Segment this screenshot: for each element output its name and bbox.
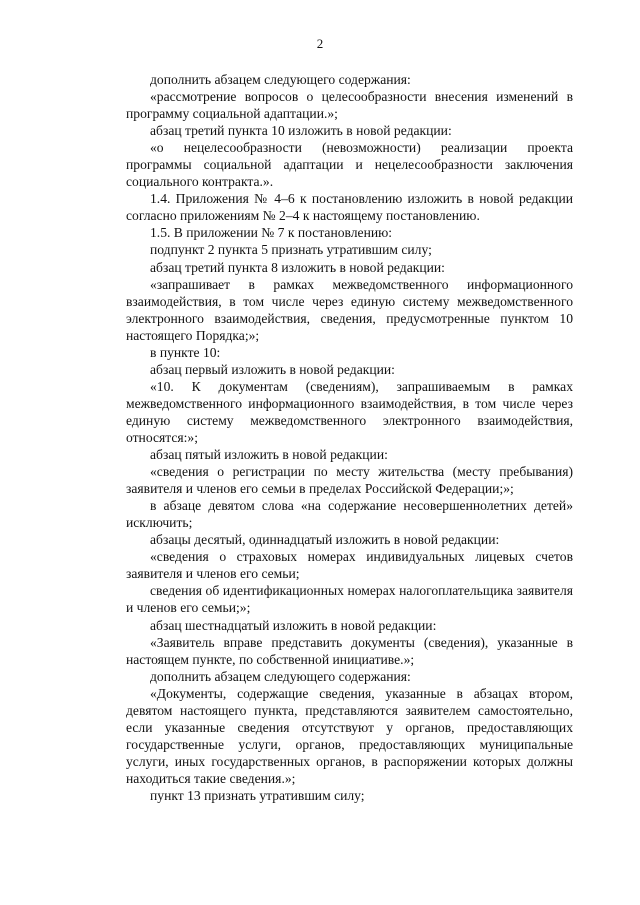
paragraph: абзац первый изложить в новой редакции: — [150, 361, 395, 377]
paragraph: «рассмотрение вопросов о целесообразности внесения изменений в программу социальной адаптации.»; — [126, 89, 573, 122]
paragraph: «запрашивает в рамках межведомственного информационного взаимодействия, в том числе через единую систему межведомственного электронного взаимодействия, сведения, предусмотренные пунктом 10 настоящего Порядка;»; — [126, 276, 573, 343]
page-number: 2 — [316, 36, 324, 51]
paragraph: «Заявитель вправе представить документы (сведения), указанные в настоящем пункте, по собственной инициативе.»; — [126, 634, 573, 667]
paragraph: сведения об идентификационных номерах налогоплательщика заявителя и членов его семьи;»; — [126, 583, 573, 616]
paragraph: абзац третий пункта 8 изложить в новой редакции: — [150, 259, 445, 275]
paragraph: «сведения о страховых номерах индивидуальных лицевых счетов заявителя и членов его семьи; — [126, 549, 573, 582]
paragraph: пункт 13 признать утратившим силу; — [150, 787, 365, 803]
paragraph: 1.4. Приложения № 4–6 к постановлению изложить в новой редакции согласно приложениям № 2–4 к настоящему постановлению. — [126, 191, 573, 224]
paragraph: абзац третий пункта 10 изложить в новой редакции: — [150, 123, 452, 139]
paragraph: «10. К документам (сведениям), запрашиваемым в рамках межведомственного информационного взаимодействия, в том числе через единую систему межведомственного электронного взаимодействия, относятся:»; — [126, 378, 573, 445]
paragraph: дополнить абзацем следующего содержания: — [150, 72, 411, 87]
paragraph: абзац шестнадцатый изложить в новой редакции: — [150, 617, 437, 633]
paragraph: абзац пятый изложить в новой редакции: — [150, 447, 388, 463]
paragraph: «о нецелесообразности (невозможности) реализации проекта программы социальной адаптации и нецелесообразности заключения социального контракта.». — [126, 140, 573, 190]
paragraph: «Документы, содержащие сведения, указанные в абзацах втором, девятом настоящего пункта, представляются заявителем самостоятельно, если указанные сведения отсутствуют у органов, предоставляющих государственные услуги, органов, предоставляющих муниципальные услуги, иных государственных органов, в распоряжении которых должны находиться такие сведения.»; — [126, 685, 573, 786]
document-body — [126, 71, 573, 804]
paragraph: 1.5. В приложении № 7 к постановлению: — [150, 225, 393, 241]
paragraph: в абзаце девятом слова «на содержание несовершеннолетних детей» исключить; — [126, 498, 573, 531]
paragraph: дополнить абзацем следующего содержания: — [150, 668, 411, 684]
paragraph: подпункт 2 пункта 5 признать утратившим силу; — [150, 242, 432, 258]
paragraph: в пункте 10: — [150, 344, 221, 360]
paragraph: «сведения о регистрации по месту жительства (месту пребывания) заявителя и членов его семьи в пределах Российской Федерации;»; — [126, 464, 573, 497]
paragraph: абзацы десятый, одиннадцатый изложить в новой редакции: — [150, 532, 500, 548]
